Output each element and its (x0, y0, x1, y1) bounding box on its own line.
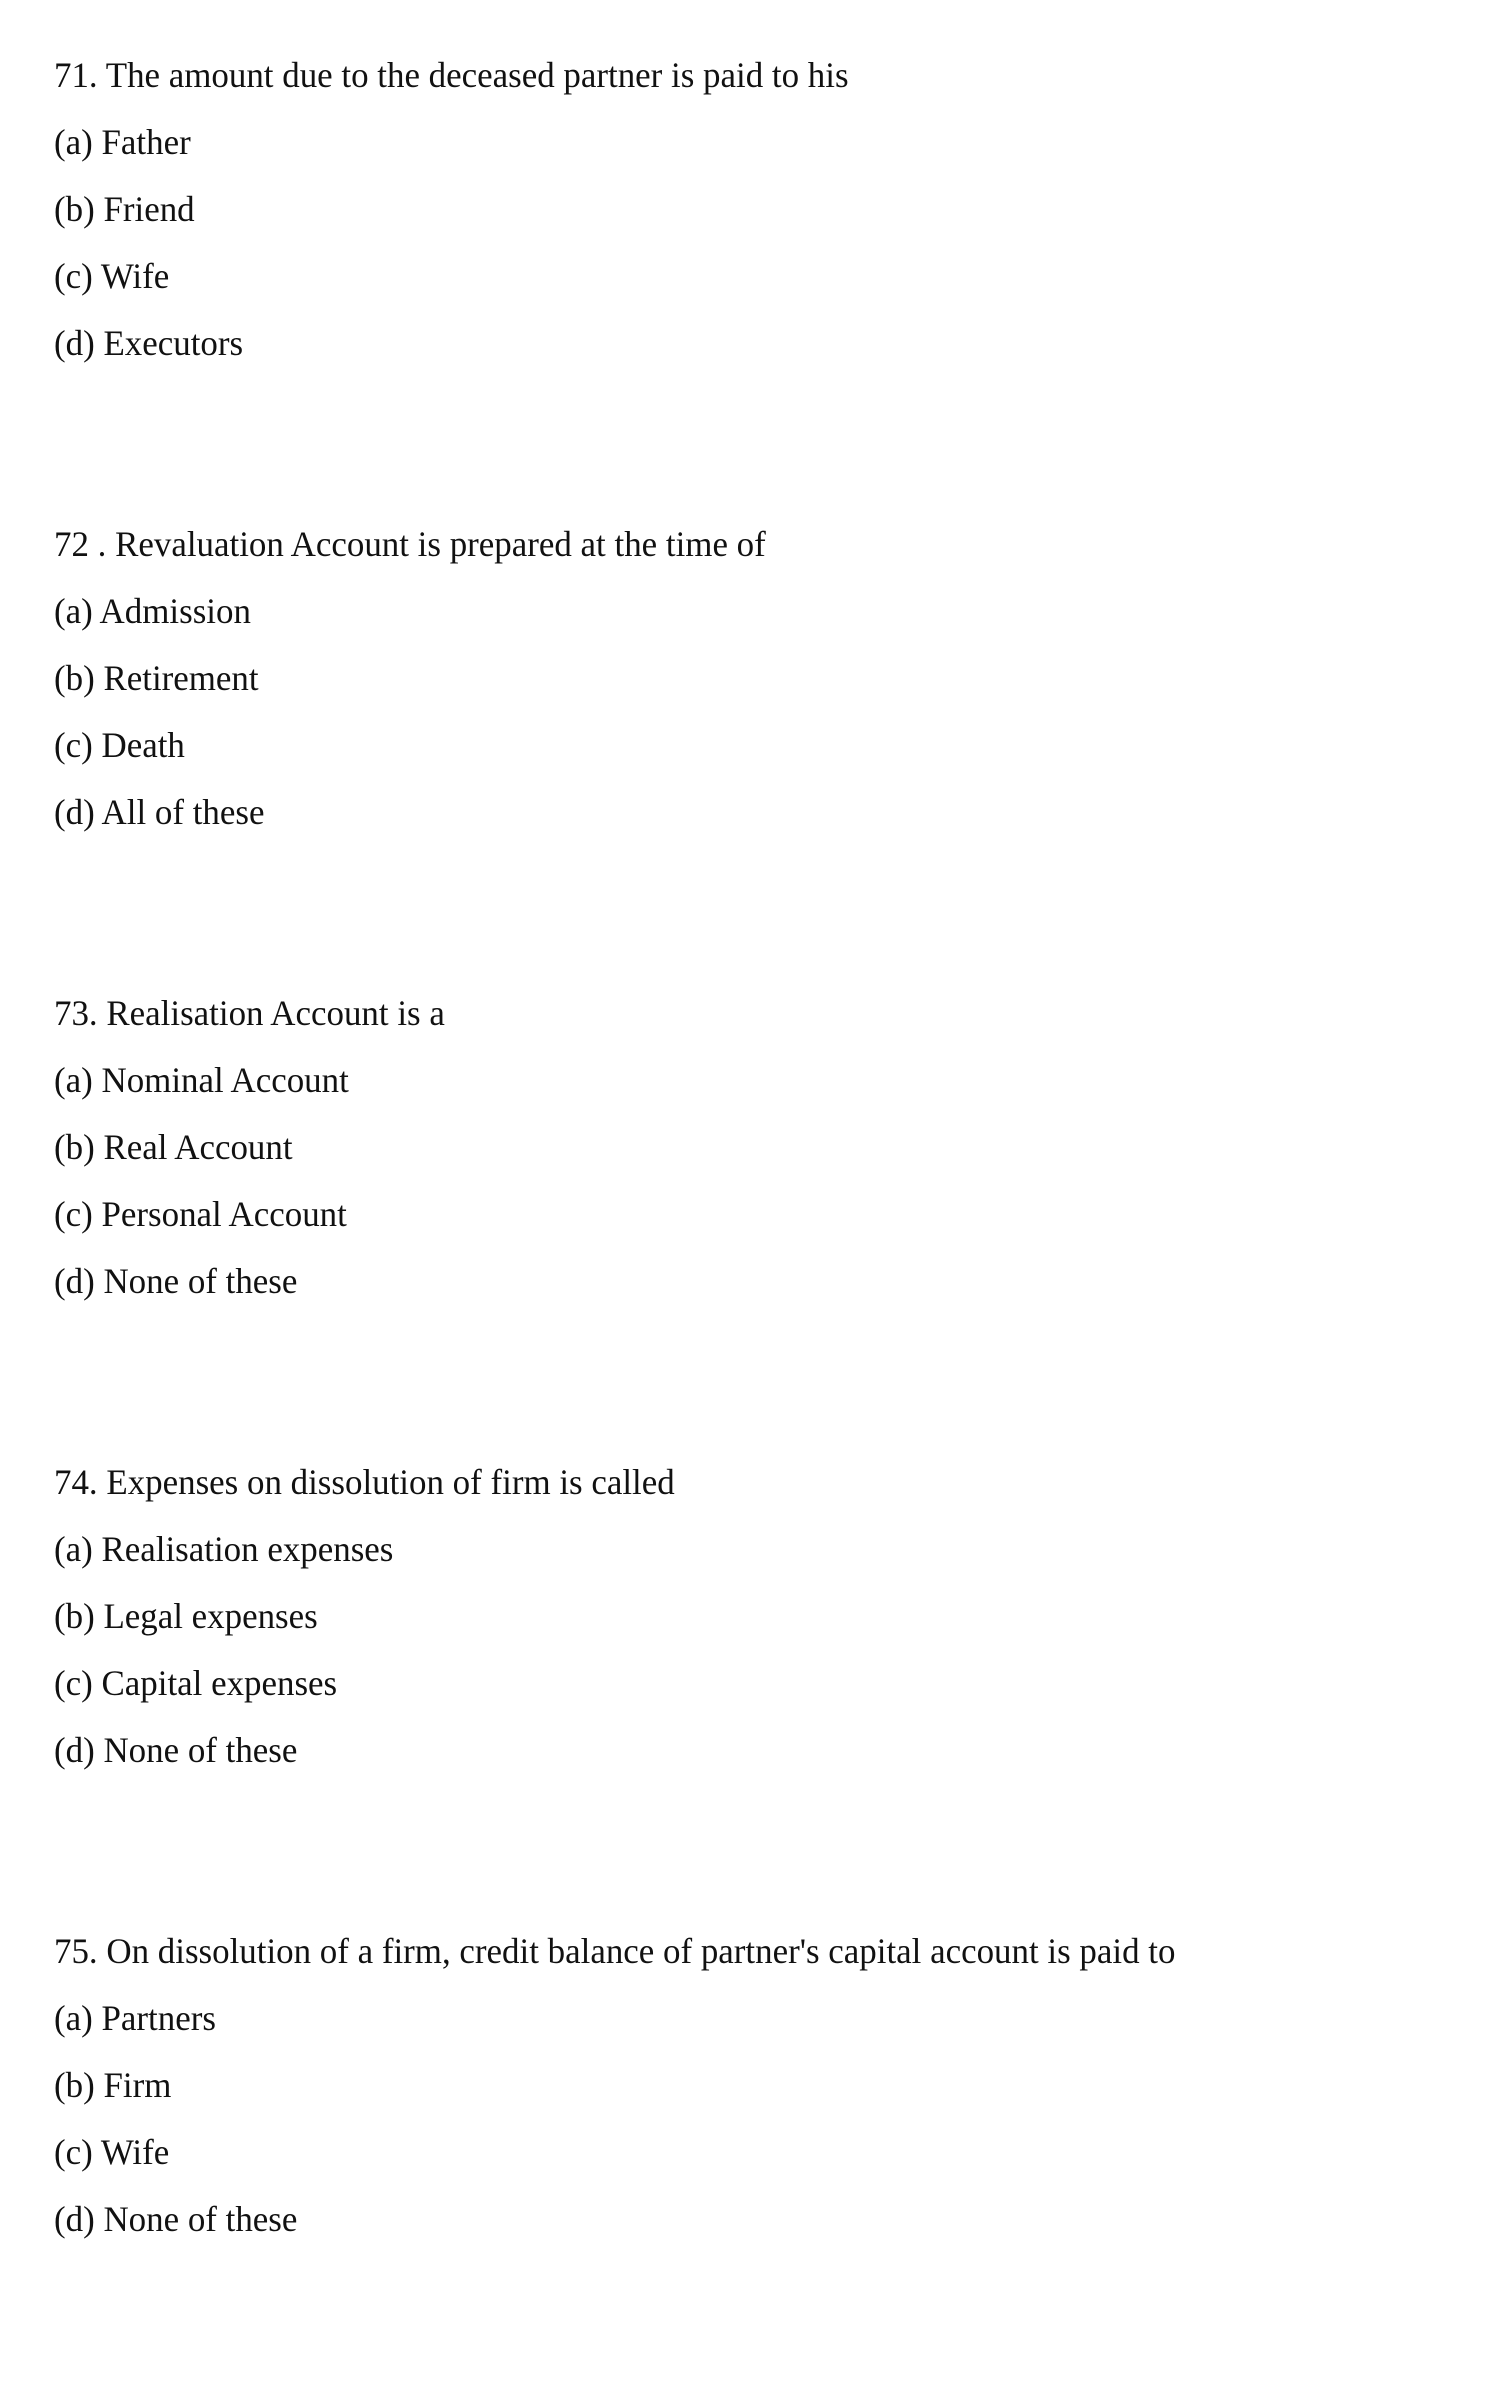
answer-option: (b) Retirement (54, 658, 259, 698)
question-block (54, 1449, 1210, 1784)
answer-option: (d) Executors (54, 323, 244, 363)
answer-option: (a) Admission (54, 591, 251, 631)
question-block (54, 1918, 1210, 2253)
answer-option: (c) Wife (54, 256, 170, 296)
answer-option: (c) Death (54, 725, 185, 765)
answer-option: (b) Real Account (54, 1127, 293, 1167)
question-block (54, 42, 1210, 377)
document-page (54, 42, 1210, 2387)
question-text: 71. The amount due to the deceased partner is paid to his (54, 55, 849, 95)
question-text: 73. Realisation Account is a (54, 993, 445, 1033)
answer-option: (b) Firm (54, 2065, 172, 2105)
answer-option: (d) None of these (54, 1730, 298, 1770)
question-block (54, 511, 1210, 846)
answer-option: (b) Legal expenses (54, 1596, 318, 1636)
question-text: 74. Expenses on dissolution of firm is called (54, 1462, 675, 1502)
answer-option: (a) Father (54, 122, 191, 162)
answer-option: (c) Wife (54, 2132, 170, 2172)
answer-option: (d) All of these (54, 792, 265, 832)
question-block (54, 980, 1210, 1315)
answer-option: (a) Partners (54, 1998, 216, 2038)
answer-option: (a) Realisation expenses (54, 1529, 394, 1569)
answer-option: (c) Capital expenses (54, 1663, 338, 1703)
answer-option: (b) Friend (54, 189, 195, 229)
answer-option: (d) None of these (54, 1261, 298, 1301)
question-text: 75. On dissolution of a firm, credit balance of partner's capital account is paid to (54, 1931, 1176, 1971)
question-text: 72 . Revaluation Account is prepared at the time of (54, 524, 766, 564)
answer-option: (a) Nominal Account (54, 1060, 349, 1100)
answer-option: (c) Personal Account (54, 1194, 347, 1234)
answer-option: (d) None of these (54, 2199, 298, 2239)
